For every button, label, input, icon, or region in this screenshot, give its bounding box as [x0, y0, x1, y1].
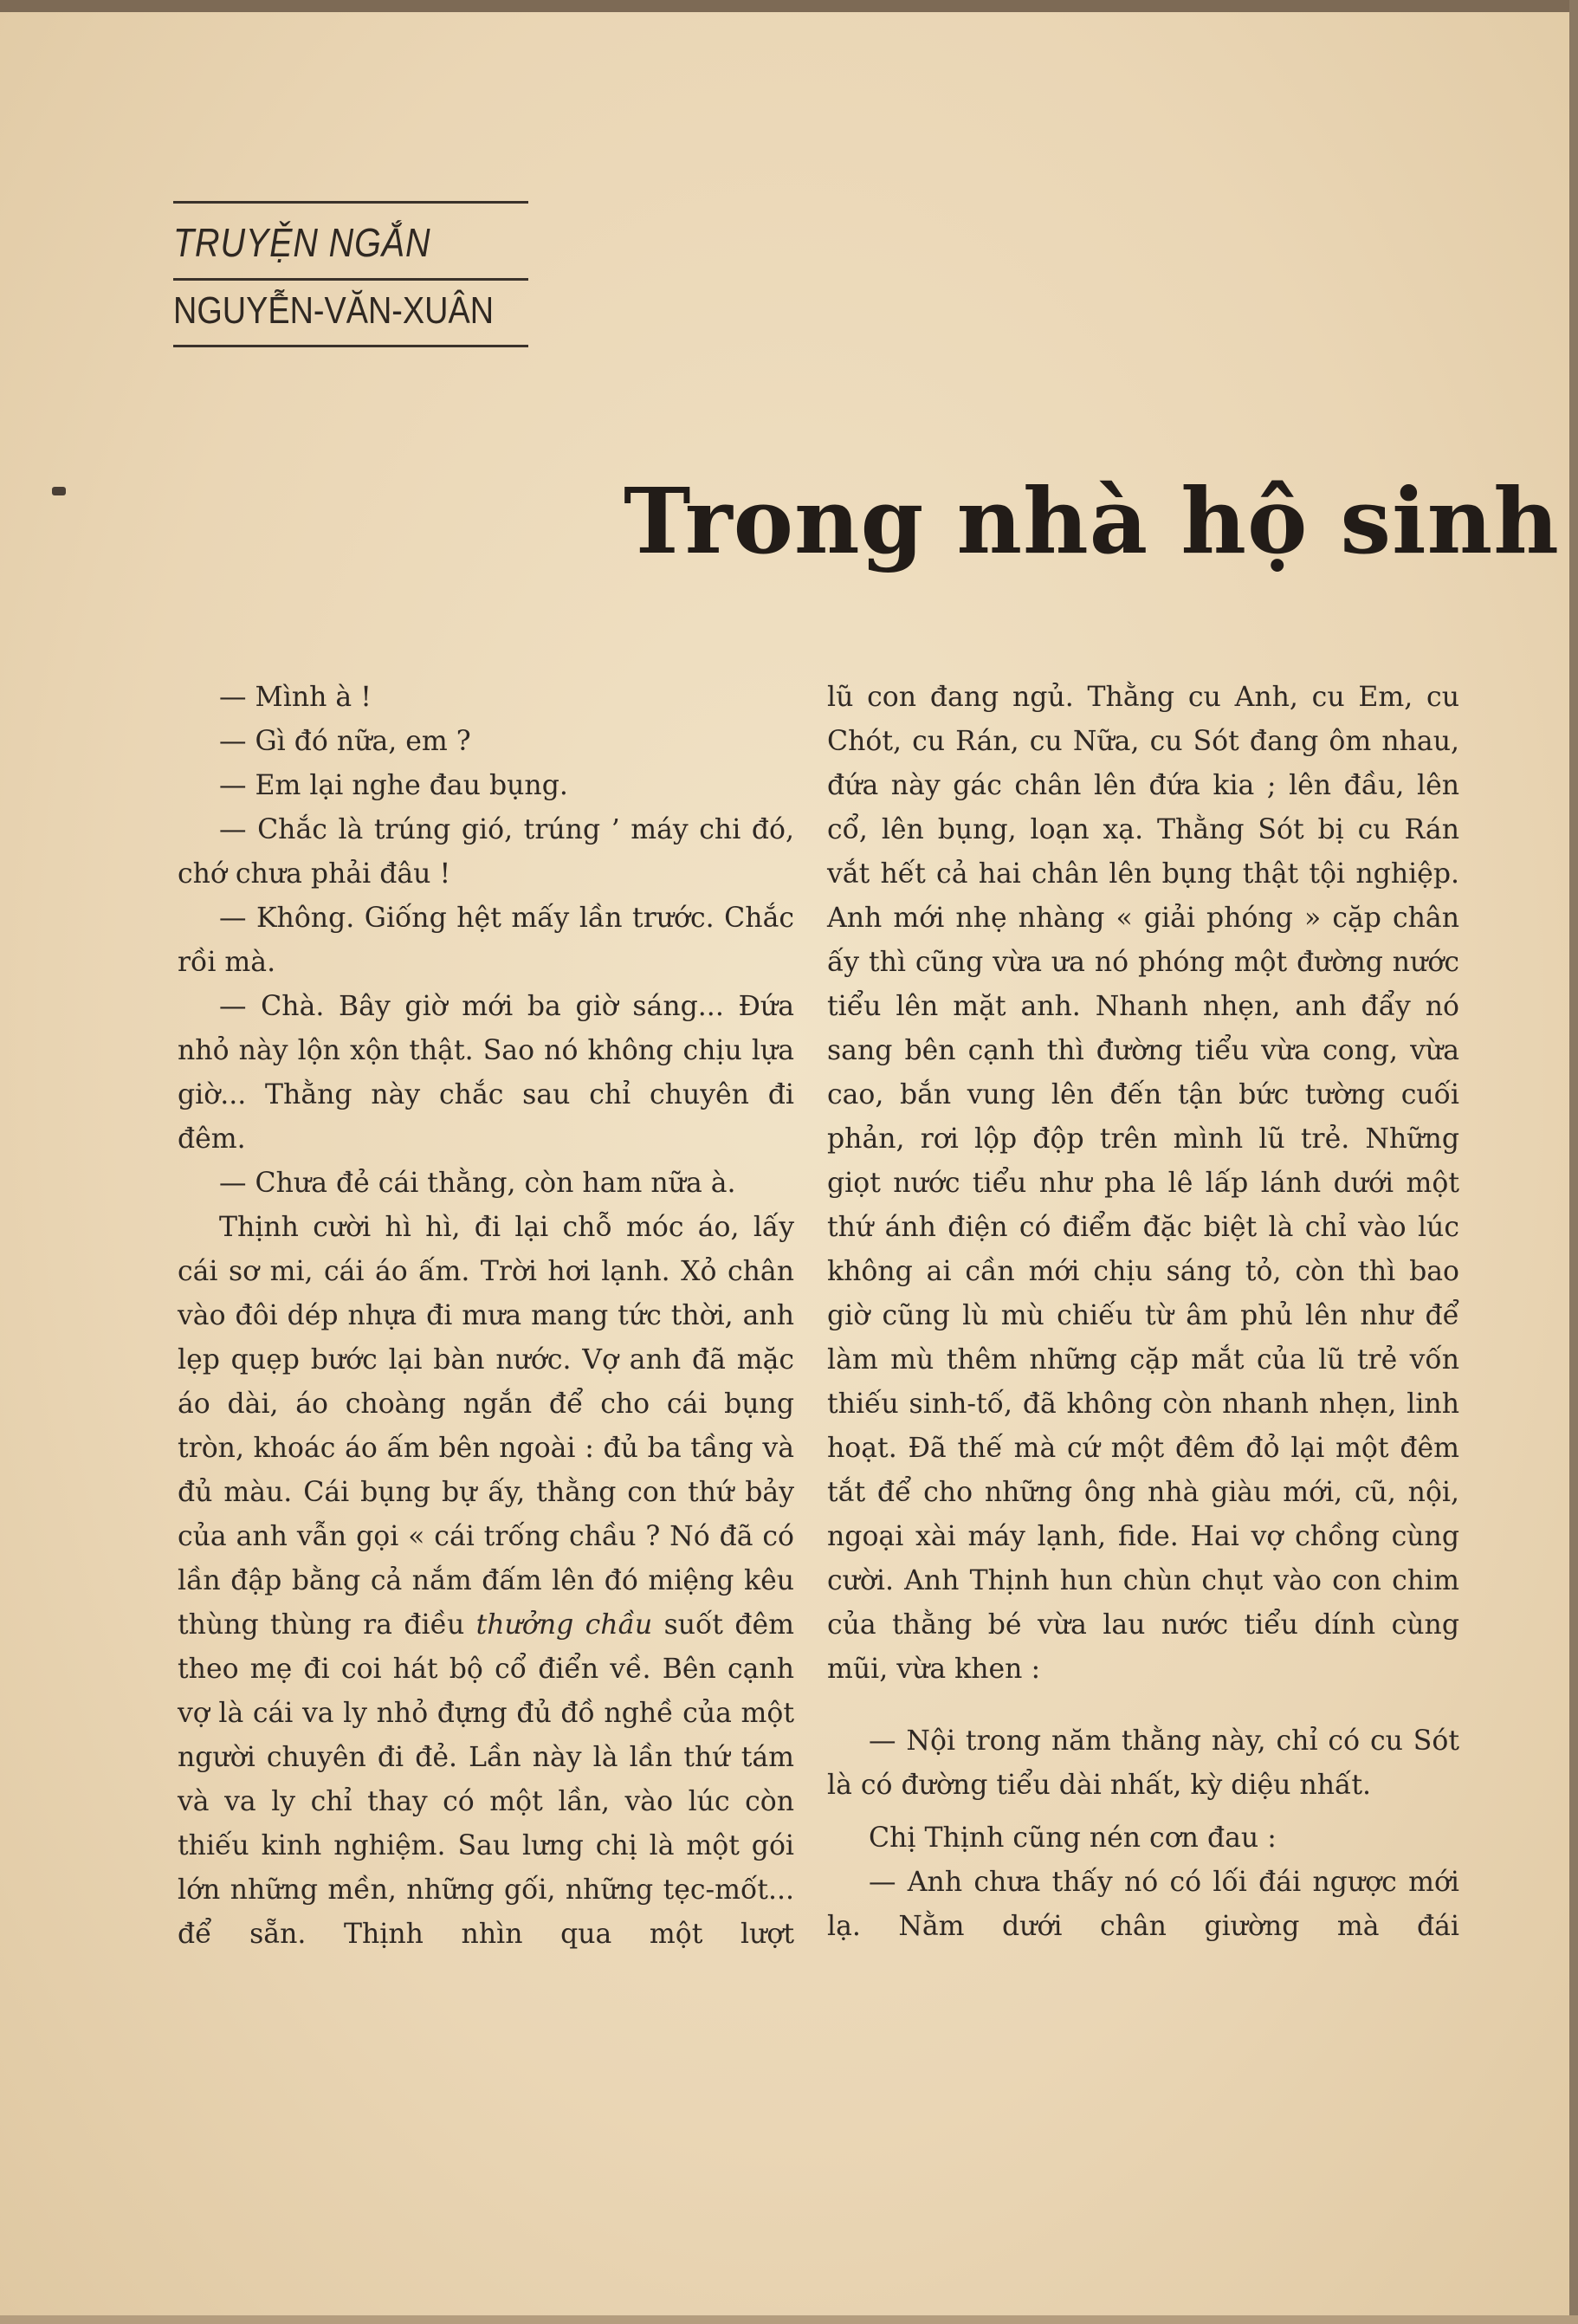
paragraph-text: suốt đêm theo mẹ đi coi hát bộ cổ điển về. Bên cạnh vợ là cái va ly nhỏ đựng đủ đồ nghề của một người chuyên đi đẻ. Lần này là lần thứ tám và va ly chỉ thay có một lần, vào lúc còn thiếu kinh nghiệm. Sau lưng chị là một gói lớn những mền, những gối, những tẹc-mốt... để sẵn. Thịnh nhìn qua một lượt: [178, 1609, 795, 1950]
paragraph: — Chắc là trúng gió, trúng ’ máy chi đó, chớ chưa phải đâu !: [178, 814, 794, 890]
paragraph: — Em lại nghe đau bụng.: [219, 770, 568, 801]
paragraph: [178, 1206, 794, 1957]
paragraph: — Gì đó nữa, em ?: [219, 726, 471, 757]
paragraph: — Mình à !: [219, 682, 372, 713]
print-mark: [52, 487, 66, 495]
paragraph-text: Thịnh cười hì hì, đi lại chỗ móc áo, lấy cái sơ mi, cái áo ấm. Trời hơi lạnh. Xỏ chân vào đôi dép nhựa đi mưa mang tức thời, anh lẹp quẹp bước lại bàn nước. Vợ anh đã mặc áo dài, áo choàng ngắn để cho cái bụng tròn, khoác áo ấm bên ngoài : đủ ba tầng và đủ màu. Cái bụng bự ấy, thằng con thứ bảy của anh vẫn gọi « cái trống chầu ? Nó đã có lần đập bằng cả nắm đấm lên đó miệng kêu thùng thùng ra điều: [178, 1212, 794, 1641]
page-top-edge: [0, 0, 1578, 12]
text-column-left: [178, 676, 794, 1957]
story-header: [173, 201, 528, 347]
paragraph-italic: thưởng chầu: [475, 1609, 653, 1641]
paragraph: — Anh chưa thấy nó có lối đái ngược mới lạ. Nằm dưới chân giường mà đái: [827, 1867, 1459, 1942]
paragraph: — Nội trong năm thằng này, chỉ có cu Sót là có đường tiểu dài nhất, kỳ diệu nhất.: [827, 1725, 1459, 1801]
paragraph: — Chưa đẻ cái thằng, còn ham nữa à.: [219, 1168, 736, 1199]
page-bottom-edge: [0, 2315, 1578, 2324]
paragraph: — Chà. Bây giờ mới ba giờ sáng... Đứa nhỏ này lộn xộn thật. Sao nó không chịu lựa giờ... Thằng này chắc sau chỉ chuyên đi đêm.: [178, 991, 794, 1155]
page-right-edge: [1569, 0, 1578, 2324]
paragraph: Chị Thịnh cũng nén cơn đau :: [869, 1822, 1277, 1854]
story-author: NGUYỄN-VĂN-XUÂN: [173, 289, 495, 332]
paragraph: — Không. Giống hệt mấy lần trước. Chắc rồi mà.: [178, 903, 794, 978]
paragraph: lũ con đang ngủ. Thằng cu Anh, cu Em, cu Chót, cu Rán, cu Nữa, cu Sót đang ôm nhau, đứa này gác chân lên đứa kia ; lên đầu, lên cổ, lên bụng, loạn xạ. Thằng Sót bị cu Rán vắt hết cả hai chân lên bụng thật tội nghiệp. Anh mới nhẹ nhàng « giải phóng » cặp chân ấy thì cũng vừa ưa nó phóng một đường nước tiểu lên mặt anh. Nhanh nhẹn, anh đẩy nó sang bên cạnh thì đường tiểu vừa cong, vừa cao, bắn vung lên đến tận bức tường cuối phản, rơi lộp độp trên mình lũ trẻ. Những giọt nước tiểu như pha lê lấp lánh dưới một thứ ánh điện có điểm đặc biệt là chỉ vào lúc không ai cần mới chịu sáng tỏ, còn thì bao giờ cũng lù mù chiếu từ âm phủ lên như để làm mù thêm những cặp mắt của lũ trẻ vốn thiếu sinh-tố, đã không còn nhanh nhẹn, linh hoạt. Đã thế mà cứ một đêm đỏ lại một đêm tắt để cho những ông nhà giàu mới, cũ, nội, ngoại xài máy lạnh, fide. Hai vợ chồng cùng cười. Anh Thịnh hun chùn chụt vào con chim của thằng bé vừa lau nước tiểu dính cùng mũi, vừa khen :: [827, 682, 1459, 1685]
text-column-right: [827, 676, 1459, 1949]
header-rule-bottom: [173, 345, 528, 347]
story-title: Trong nhà hộ sinh: [624, 468, 1560, 574]
story-kind: TRUYỆN NGẮN: [173, 220, 431, 265]
